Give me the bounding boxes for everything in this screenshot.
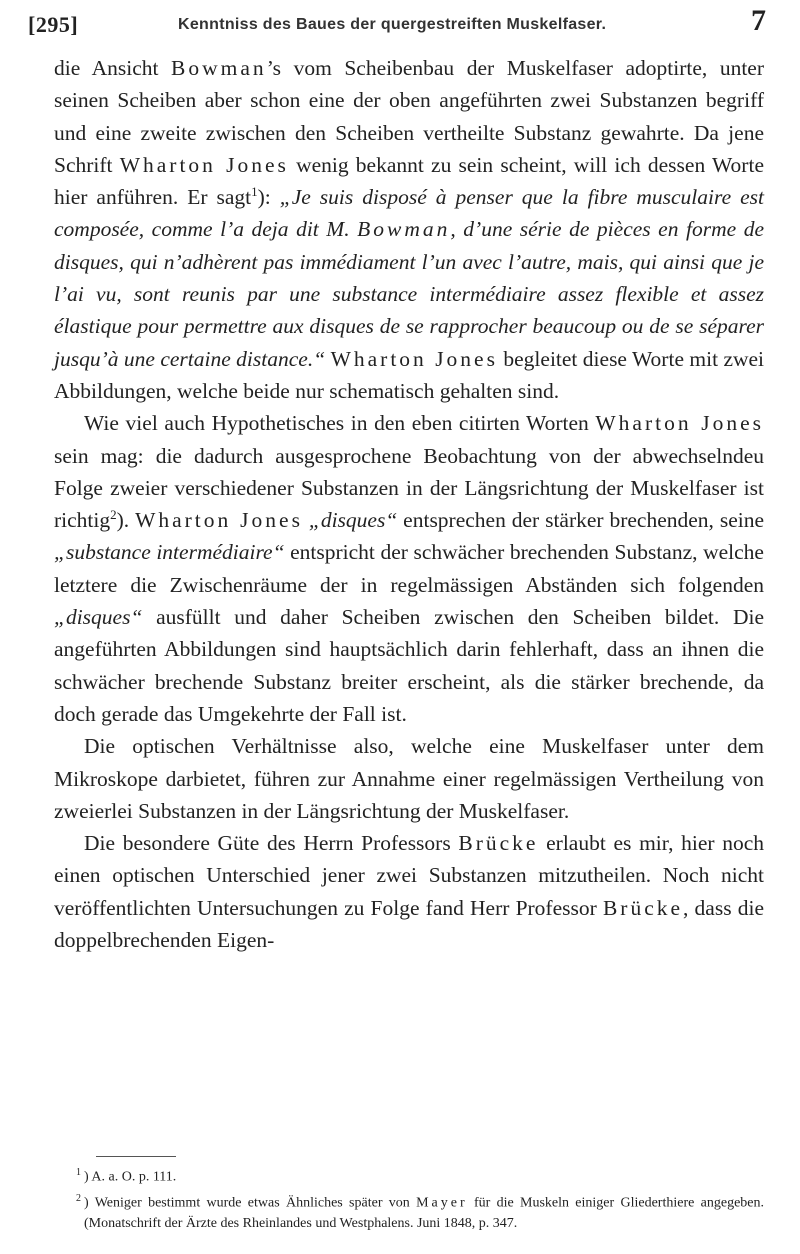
body-text bbox=[54, 52, 764, 956]
footnote-ref-2[interactable]: 2 bbox=[110, 507, 117, 523]
term-disques: „disques“ bbox=[308, 508, 398, 533]
text-run: ): bbox=[257, 185, 280, 210]
term-disques: „disques“ bbox=[54, 605, 143, 630]
footnote-text: für die Muskeln einiger Gliederthiere angegeben. (Monatschrift der Ärzte des Rheinlandes und Westphalens. Juni 1848, p. 347. bbox=[84, 1195, 764, 1232]
french-quote: , d’une série de pièces en forme de disques, qui n’adhèrent pas immédiament l’un avec l’autre, mais, qui ainsi que je l’ai vu, sont reunis par une substance intermédiaire assez flexible et assez élastique pour permettre aux disques de se rapprocher beaucoup ou de se séparer jusqu’à une certaine distance.“ bbox=[54, 217, 764, 371]
footnote-number: 1 bbox=[76, 1167, 81, 1178]
author-name-bruecke: Brücke bbox=[602, 895, 684, 920]
author-name-bowman-italic: Bowman bbox=[357, 217, 451, 242]
footnote-mark bbox=[54, 1162, 84, 1188]
footnote-number: 2 bbox=[76, 1192, 81, 1204]
text-run: ). bbox=[116, 508, 136, 533]
term-substance-intermediaire: „substance intermédiaire“ bbox=[54, 540, 285, 565]
text-run: ’s vom Scheibenbau der Muskelfaser adoptirte, unter seinen Scheiben aber schon eine der oben angeführten zwei Substanzen begriff und eine zweite zwischen den Scheiben vertheilte Substanz gewahrte. Da jene Schrift bbox=[54, 56, 765, 177]
text-run: sein mag: die dadurch ausgesprochene Beobachtung von der abwechselndeu Folge zweier verschiedener Substanzen in der Längsrichtung der Muskelfaser ist richtig bbox=[54, 443, 764, 533]
author-name-bowman: Bowman bbox=[171, 56, 267, 80]
text-run: entspricht der schwächer brechenden Substanz, welche letztere die Zwischenräume der in regelmässigen Abständen sich folgenden bbox=[54, 540, 764, 597]
author-name-wharton-jones: Wharton Jones bbox=[119, 152, 289, 177]
footnote-1 bbox=[54, 1162, 764, 1188]
footnote-2 bbox=[54, 1188, 764, 1235]
footnotes bbox=[54, 1162, 764, 1234]
text-run: ausfüllt und daher Scheiben zwischen den Scheiben bildet. Die angeführten Abbildungen sind hauptsächlich darin fehlerhaft, dass an ihnen die schwächer brechende Substanz breiter erscheint, als die stärker brechende, da doch gerade das Umgekehrte der Fall ist. bbox=[54, 605, 764, 726]
page-number: 7 bbox=[751, 4, 766, 37]
author-name-wharton-jones: Wharton Jones bbox=[135, 508, 303, 533]
text-run: wenig bekannt zu sein scheint, will ich dessen Worte hier anführen. Er sagt bbox=[54, 152, 764, 210]
footnote-divider bbox=[96, 1156, 176, 1157]
author-name-mayer: Mayer bbox=[416, 1195, 468, 1211]
text-run: erlaubt es mir, hier noch einen optischen Unterschied jener zwei Substanzen mitzutheilen. Noch nicht veröffentlichten Untersuchungen zu Folge fand Herr Professor bbox=[54, 831, 764, 920]
author-name-wharton-jones: Wharton Jones bbox=[330, 346, 498, 371]
text-run: die Ansicht bbox=[54, 56, 172, 80]
text-run: begleitet diese Worte mit zwei Abbildungen, welche beide nur schematisch gehalten sind. bbox=[54, 346, 765, 403]
footnote-text: ) A. a. O. p. 111. bbox=[84, 1169, 177, 1185]
paragraph-2 bbox=[54, 407, 764, 730]
paragraph-3: Die optischen Verhältnisse also, welche eine Muskelfaser unter dem Mikroskope darbietet, führen zur Annahme einer regelmässigen Vertheilung von zweierlei Substanzen in der Längsrichtung der Muskelfaser. bbox=[54, 734, 764, 823]
bracketed-page-label: [295] bbox=[28, 12, 79, 37]
paragraph-4 bbox=[54, 827, 764, 956]
french-quote: „Je suis disposé à penser que la fibre musculaire est composée, comme l’a deja dit M. bbox=[54, 185, 764, 242]
running-title: Kenntniss des Baues der quergestreiften Muskelfaser. bbox=[178, 16, 607, 33]
text-run: Die besondere Güte des Herrn Professors bbox=[84, 831, 459, 856]
author-name-bruecke: Brücke bbox=[458, 831, 539, 856]
footnote-text: ) Weniger bestimmt wurde etwas Ähnliches später von bbox=[84, 1195, 417, 1211]
text-run: entsprechen der stärker brechenden, seine bbox=[397, 508, 765, 533]
running-head bbox=[28, 4, 772, 44]
author-name-wharton-jones: Wharton Jones bbox=[595, 411, 764, 436]
footnote-mark bbox=[54, 1188, 84, 1214]
footnote-ref-1[interactable]: 1 bbox=[251, 184, 258, 200]
paragraph-1 bbox=[54, 52, 764, 407]
text-run: , dass die doppelbrechenden Eigen- bbox=[54, 895, 764, 953]
text-run: Wie viel auch Hypothetisches in den eben citirten Worten bbox=[84, 411, 596, 436]
